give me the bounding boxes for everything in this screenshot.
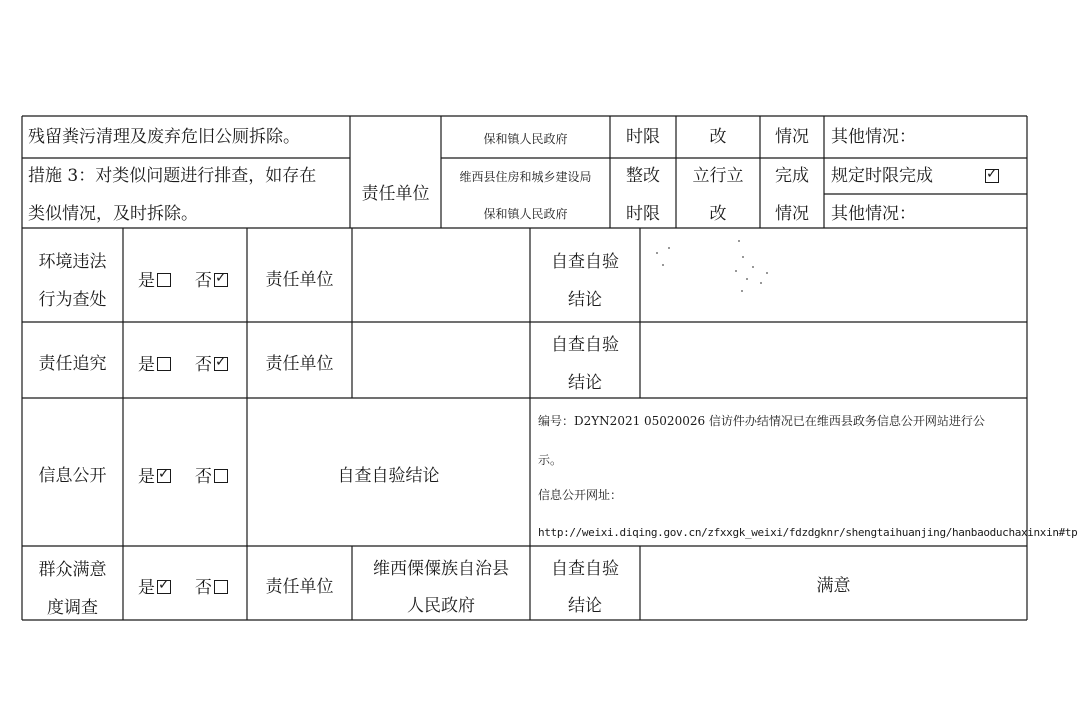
row-satisfaction-label-line-1: 群众满意 xyxy=(38,560,107,580)
row-disclosure-yes-option xyxy=(138,467,171,487)
no-label: 否 xyxy=(195,271,212,291)
disclosure-note-line-3: 信息公开网址： xyxy=(538,488,623,502)
row-satisfaction-unit-label: 责任单位 xyxy=(265,577,334,597)
row-disclosure-check-label: 自查自验结论 xyxy=(337,466,440,486)
row-env-check-label-line-2: 结论 xyxy=(568,290,602,310)
measure-text-line-2: 措施 3：对类似问题进行排查，如存在 xyxy=(28,166,317,186)
row-env-label-line-2: 行为查处 xyxy=(38,290,107,310)
row-satisfaction-unit-value-line-1: 维西傈僳族自治县 xyxy=(373,559,509,579)
status-label-3: 情况 xyxy=(775,204,809,224)
disclosure-url-link[interactable]: http://weixi.diqing.gov.cn/zfxxgk_weixi/fdzdgknr/shengtaihuanjing/hanbaoduchaxinxin#tp xyxy=(538,526,1078,539)
org-row-2: 维西县住房和城乡建设局 xyxy=(459,170,592,184)
yes-label: 是 xyxy=(138,578,155,598)
completed-on-time-checkbox[interactable] xyxy=(985,169,999,183)
status-label-1: 情况 xyxy=(775,127,809,147)
row-satisfaction-result: 满意 xyxy=(816,576,851,596)
row-accountability-label: 责任追究 xyxy=(38,354,107,374)
row-disclosure-label: 信息公开 xyxy=(38,466,107,486)
deadline-label-1: 时限 xyxy=(626,127,660,147)
row-accountability-check-label-line-2: 结论 xyxy=(568,373,602,393)
row-accountability-yes-option xyxy=(138,355,171,375)
yes-checkbox[interactable] xyxy=(157,273,171,287)
row-satisfaction-yes-option xyxy=(138,578,171,598)
upper-responsible-unit-label: 责任单位 xyxy=(361,184,430,204)
measure-text-line-1: 残留粪污清理及废弃危旧公厕拆除。 xyxy=(28,127,300,147)
org-row-1: 保和镇人民政府 xyxy=(483,132,568,146)
row-accountability-no-option xyxy=(195,355,228,375)
no-label: 否 xyxy=(195,578,212,598)
immediate-label-3: 改 xyxy=(709,204,727,224)
other-situation-1: 其他情况： xyxy=(831,127,916,147)
no-checkbox[interactable] xyxy=(214,580,228,594)
measure-text-line-3: 类似情况，及时拆除。 xyxy=(28,204,198,224)
immediate-label-2: 立行立 xyxy=(692,166,744,186)
no-label: 否 xyxy=(195,467,212,487)
no-label: 否 xyxy=(195,355,212,375)
deadline-label-3: 时限 xyxy=(626,204,660,224)
row-env-yes-option xyxy=(138,271,171,291)
row-satisfaction-unit-value-line-2: 人民政府 xyxy=(407,596,475,616)
disclosure-note-line-1: 编号：D2YN2021 05020026 信访件办结情况已在维西县政务信息公开网站进行公 xyxy=(538,414,985,428)
no-checkbox[interactable] xyxy=(214,469,228,483)
row-env-unit-label: 责任单位 xyxy=(265,270,334,290)
other-situation-2: 其他情况： xyxy=(831,204,916,224)
yes-checkbox[interactable] xyxy=(157,469,171,483)
completed-on-time-label: 规定时限完成 xyxy=(831,166,933,186)
deadline-label-2: 整改 xyxy=(626,166,660,186)
row-satisfaction-label-line-2: 度调查 xyxy=(47,598,98,618)
yes-label: 是 xyxy=(138,467,155,487)
row-disclosure-no-option xyxy=(195,467,228,487)
row-accountability-check-label-line-1: 自查自验 xyxy=(551,335,619,355)
row-env-check-label-line-1: 自查自验 xyxy=(551,252,619,272)
row-accountability-unit-label: 责任单位 xyxy=(265,354,334,374)
yes-checkbox[interactable] xyxy=(157,580,171,594)
row-satisfaction-check-label-line-1: 自查自验 xyxy=(551,559,619,579)
status-label-2: 完成 xyxy=(775,166,809,186)
yes-checkbox[interactable] xyxy=(157,357,171,371)
no-checkbox[interactable] xyxy=(214,357,228,371)
row-satisfaction-no-option xyxy=(195,578,228,598)
yes-label: 是 xyxy=(138,271,155,291)
row-env-label-line-1: 环境违法 xyxy=(38,252,107,272)
yes-label: 是 xyxy=(138,355,155,375)
row-env-no-option xyxy=(195,271,228,291)
org-row-3: 保和镇人民政府 xyxy=(483,207,568,221)
disclosure-note-line-2: 示。 xyxy=(538,453,563,467)
immediate-label-1: 改 xyxy=(709,127,727,147)
row-satisfaction-check-label-line-2: 结论 xyxy=(568,596,602,616)
no-checkbox[interactable] xyxy=(214,273,228,287)
